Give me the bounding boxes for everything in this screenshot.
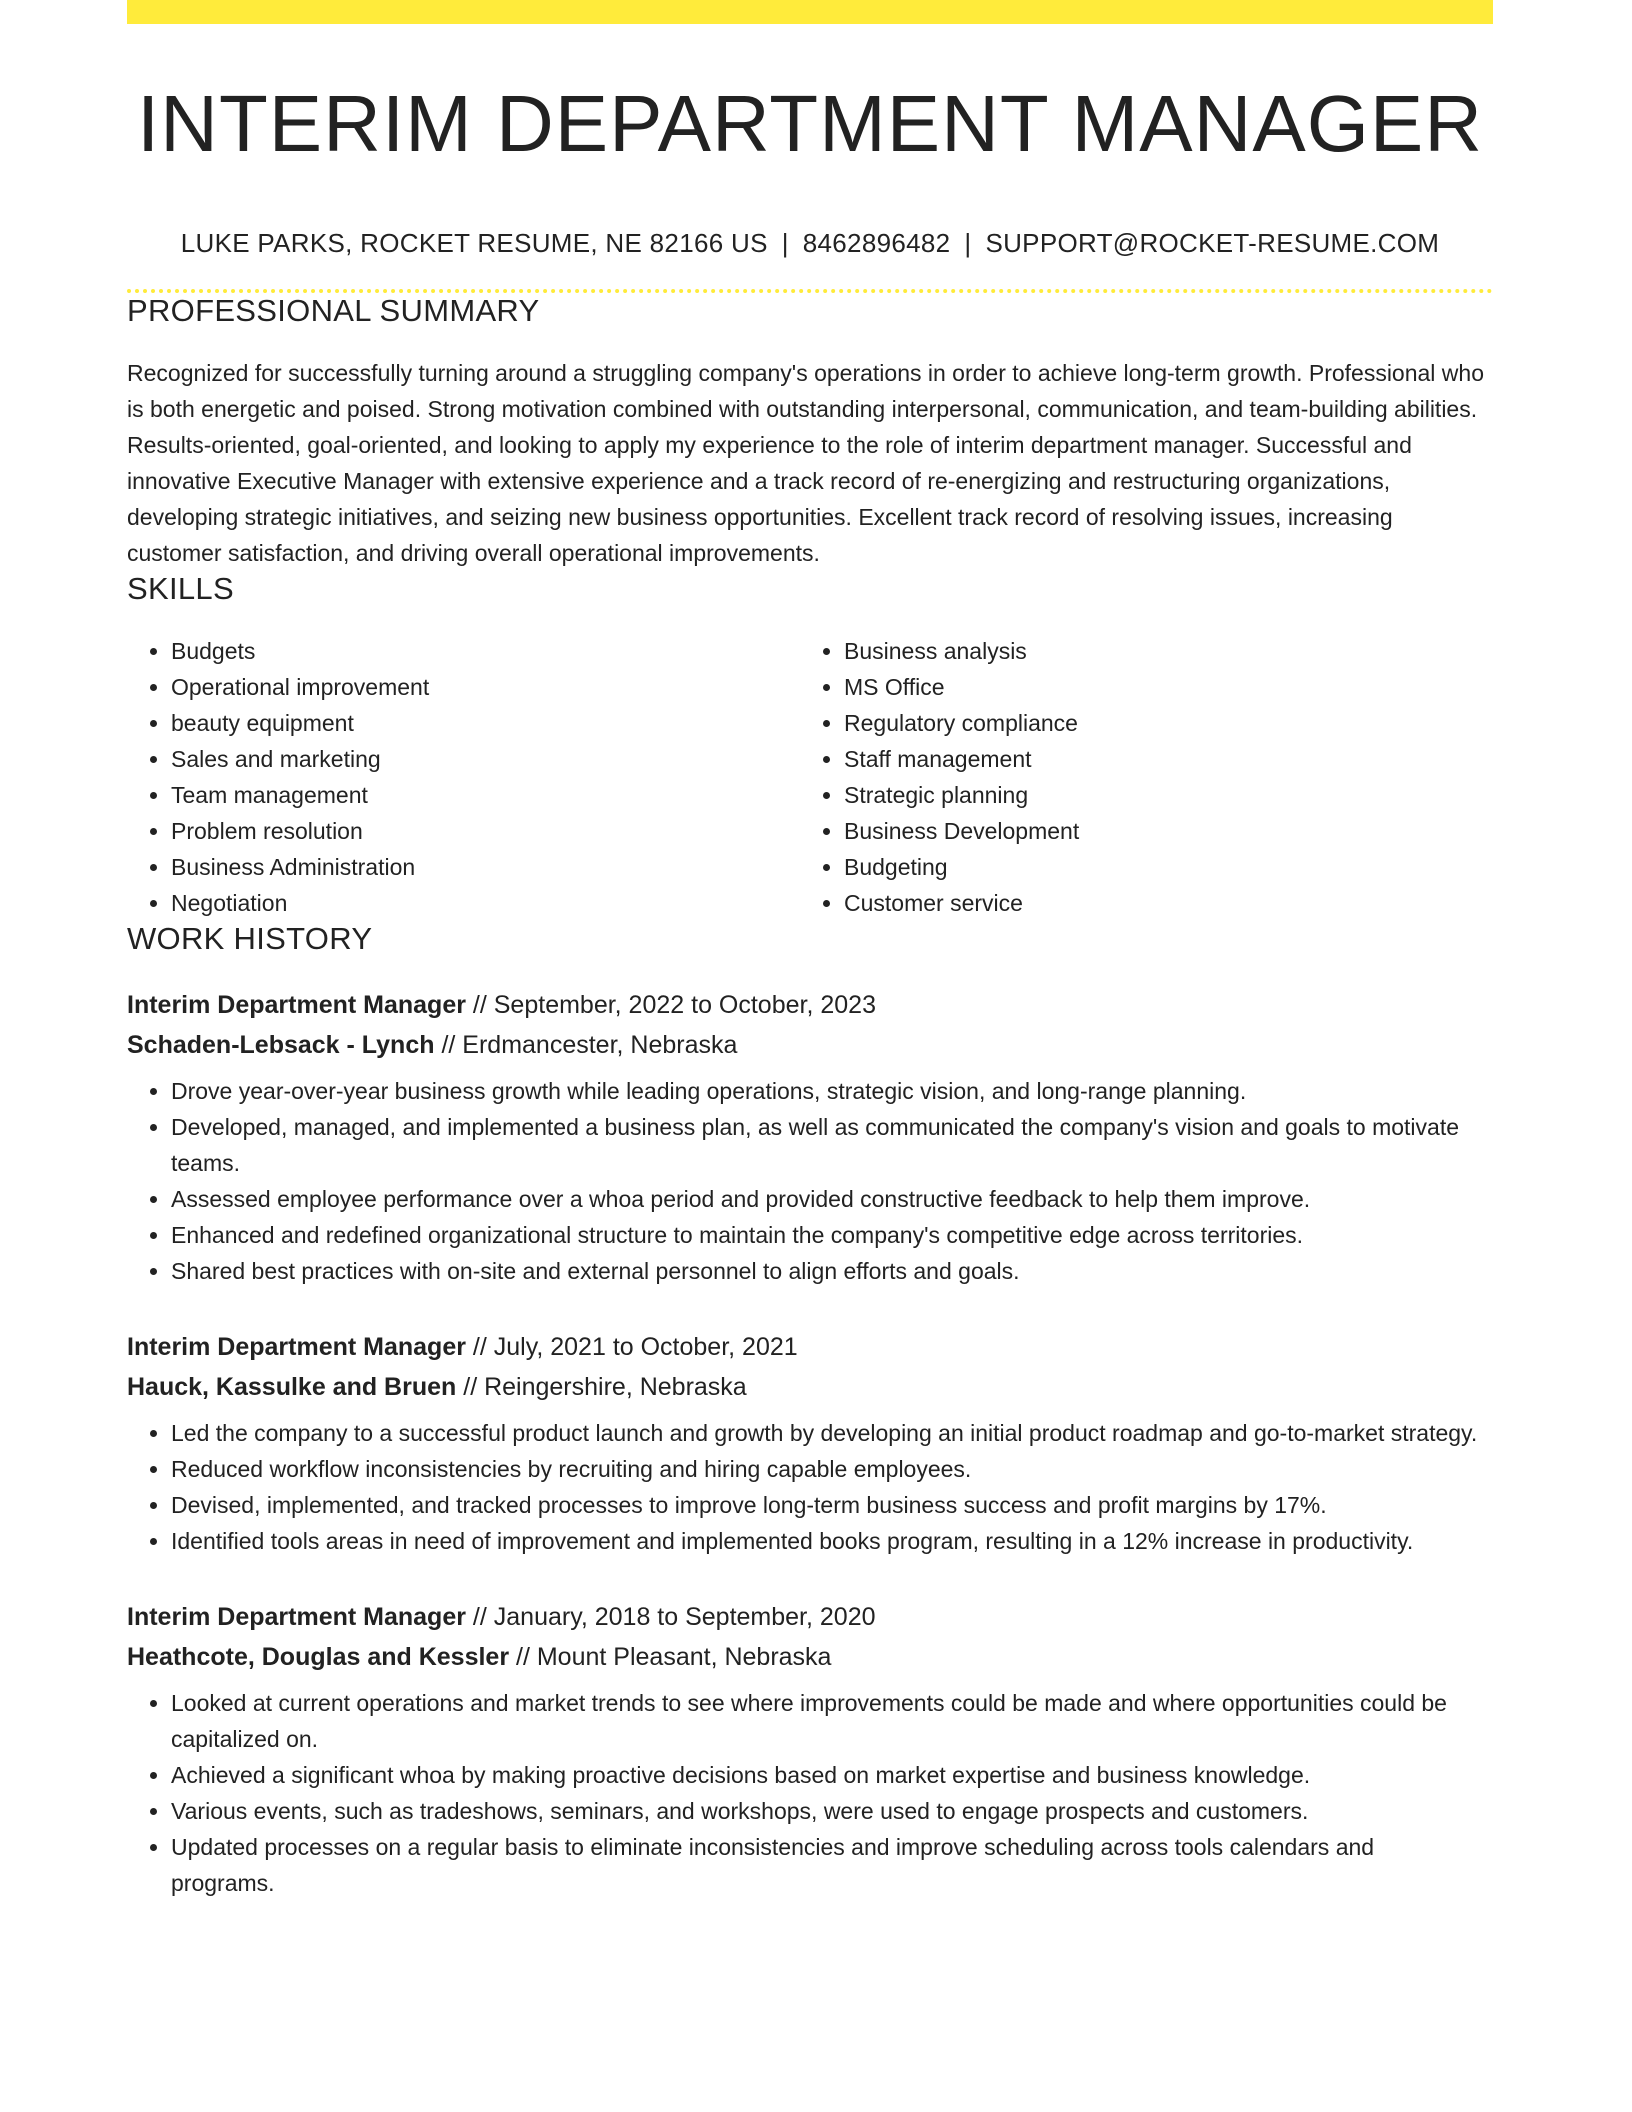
job-company-line <box>127 1367 1493 1407</box>
job-bullet: • Enhanced and redefined organizational structure to maintain the company's competitive edge across territories. <box>171 1217 1493 1253</box>
contact-separator: | <box>781 228 789 258</box>
job-bullet: • Drove year-over-year business growth while leading operations, strategic vision, and long-range planning. <box>171 1073 1493 1109</box>
skill-item: • Operational improvement <box>171 669 800 705</box>
contact-email: SUPPORT@ROCKET-RESUME.COM <box>985 228 1440 258</box>
skill-item: • Sales and marketing <box>171 741 800 777</box>
job-entry <box>127 1597 1493 1901</box>
contact-separator: | <box>964 228 972 258</box>
skill-item: • Strategic planning <box>844 777 1473 813</box>
job-bullet: • Various events, such as tradeshows, seminars, and workshops, were used to engage prospects and customers. <box>171 1793 1493 1829</box>
job-title: Interim Department Manager <box>127 991 466 1019</box>
job-company: Schaden-Lebsack - Lynch <box>127 1031 435 1059</box>
job-location: // Reingershire, Nebraska <box>463 1373 747 1401</box>
job-title: Interim Department Manager <box>127 1603 466 1631</box>
job-bullet: • Updated processes on a regular basis to eliminate inconsistencies and improve scheduling across tools calendars and programs. <box>171 1829 1493 1901</box>
job-bullet: • Assessed employee performance over a whoa period and provided constructive feedback to help them improve. <box>171 1181 1493 1217</box>
job-bullet: • Looked at current operations and market trends to see where improvements could be made and where opportunities could be capitalized on. <box>171 1685 1493 1757</box>
job-entry <box>127 1327 1493 1559</box>
job-bullet: • Devised, implemented, and tracked processes to improve long-term business success and profit margins by 17%. <box>171 1487 1493 1523</box>
resume-title: INTERIM DEPARTMENT MANAGER <box>136 79 1484 168</box>
job-dates: // July, 2021 to October, 2021 <box>472 1333 798 1361</box>
job-location: // Mount Pleasant, Nebraska <box>516 1643 832 1671</box>
job-bullets <box>127 1073 1493 1289</box>
skills-column-right <box>800 633 1473 921</box>
top-accent-bar <box>127 0 1493 24</box>
skill-item: • Regulatory compliance <box>844 705 1473 741</box>
job-company-line <box>127 1025 1493 1065</box>
skill-item: • beauty equipment <box>171 705 800 741</box>
skill-item: • Business analysis <box>844 633 1473 669</box>
job-bullets <box>127 1415 1493 1559</box>
resume-page <box>127 0 1493 1901</box>
job-bullet: • Reduced workflow inconsistencies by recruiting and hiring capable employees. <box>171 1451 1493 1487</box>
skill-item: • Business Development <box>844 813 1473 849</box>
job-title-line <box>127 985 1493 1025</box>
work-history-heading: WORK HISTORY <box>127 921 373 956</box>
skill-item: • Budgeting <box>844 849 1473 885</box>
job-bullet: • Achieved a significant whoa by making proactive decisions based on market expertise and business knowledge. <box>171 1757 1493 1793</box>
job-location: // Erdmancester, Nebraska <box>441 1031 738 1059</box>
job-entry <box>127 985 1493 1289</box>
job-bullet: • Led the company to a successful product launch and growth by developing an initial product roadmap and go-to-market strategy. <box>171 1415 1493 1451</box>
job-bullets <box>127 1685 1493 1901</box>
skill-item: • Business Administration <box>171 849 800 885</box>
job-dates: // January, 2018 to September, 2020 <box>472 1603 876 1631</box>
skill-item: • Staff management <box>844 741 1473 777</box>
skills-column-left <box>127 633 800 921</box>
job-company-line <box>127 1637 1493 1677</box>
skill-item: • MS Office <box>844 669 1473 705</box>
job-bullet: • Shared best practices with on-site and external personnel to align efforts and goals. <box>171 1253 1493 1289</box>
skills-heading: SKILLS <box>127 571 234 606</box>
job-company: Hauck, Kassulke and Bruen <box>127 1373 457 1401</box>
summary-text: Recognized for successfully turning around a struggling company's operations in order to achieve long-term growth. Professional who is both energetic and poised. Strong motivation combined with outstanding interpersonal, communication, and team-building abilities. Results-oriented, goal-oriented, and looking to apply my experience to the role of interim department manager. Successful and innovative Executive Manager with extensive experience and a track record of re-energizing and restructuring organizations, developing strategic initiatives, and seizing new business opportunities. Excellent track record of resolving issues, increasing customer satisfaction, and driving overall operational improvements. <box>127 360 1484 566</box>
contact-line <box>127 228 1493 259</box>
skill-item: • Negotiation <box>171 885 800 921</box>
job-dates: // September, 2022 to October, 2023 <box>472 991 876 1019</box>
job-company: Heathcote, Douglas and Kessler <box>127 1643 510 1671</box>
job-title-line <box>127 1597 1493 1637</box>
skill-item: • Problem resolution <box>171 813 800 849</box>
job-title: Interim Department Manager <box>127 1333 466 1361</box>
job-bullet: • Developed, managed, and implemented a business plan, as well as communicated the company's vision and goals to motivate teams. <box>171 1109 1493 1181</box>
skill-item: • Team management <box>171 777 800 813</box>
job-bullet: • Identified tools areas in need of improvement and implemented books program, resulting in a 12% increase in productivity. <box>171 1523 1493 1559</box>
skill-item: • Budgets <box>171 633 800 669</box>
skills-list <box>127 633 1493 921</box>
skill-item: • Customer service <box>844 885 1473 921</box>
contact-address: LUKE PARKS, ROCKET RESUME, NE 82166 US <box>180 228 768 258</box>
job-title-line <box>127 1327 1493 1367</box>
summary-heading: PROFESSIONAL SUMMARY <box>127 293 540 328</box>
contact-phone: 8462896482 <box>802 228 951 258</box>
